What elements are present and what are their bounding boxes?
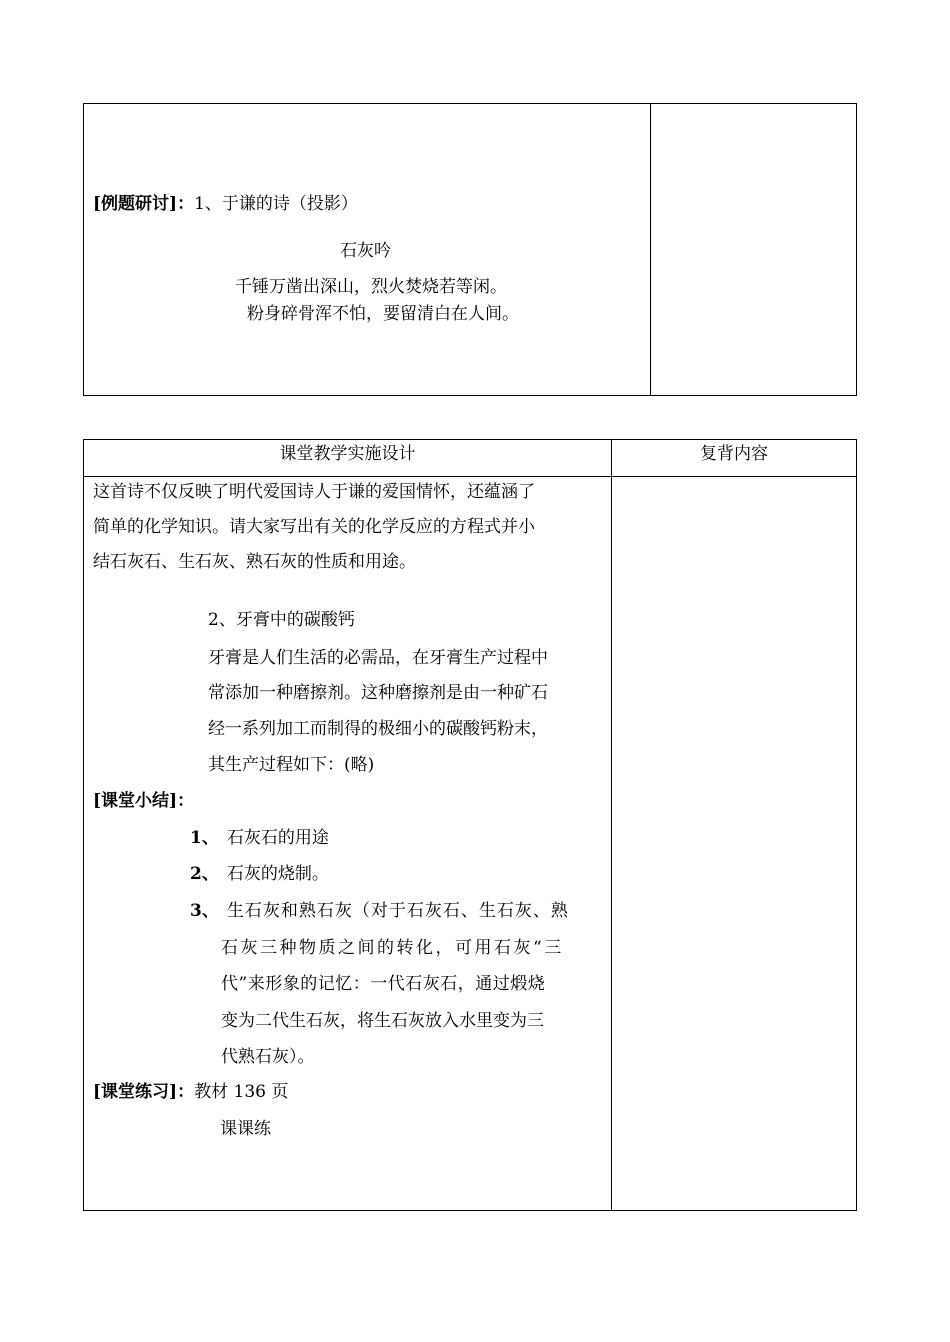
summary-item-3-cont-3: 变为二代生石灰，将生石灰放入水里变为三 <box>221 1011 544 1031</box>
intro-line-2: 简单的化学知识。请大家写出有关的化学反应的方程式并小 <box>93 517 535 537</box>
summary-sep: ： <box>177 791 195 811</box>
item-2-line-4: 其生产过程如下：(略) <box>208 755 375 775</box>
header-right: 复背内容 <box>700 444 768 464</box>
table-1 <box>83 103 857 396</box>
summary-item-3-cont-4: 代熟石灰）。 <box>221 1047 315 1067</box>
summary-item-3-cont-1: 石灰三种物质之间的转化，可用石灰“三 <box>221 938 564 958</box>
table-1-divider <box>650 103 651 396</box>
exercise-sub: 课课练 <box>220 1119 271 1139</box>
item-2-title: 2、牙膏中的碳酸钙 <box>208 610 355 630</box>
example-section <box>93 193 358 215</box>
summary-item-1-num: 1、 <box>190 828 219 848</box>
summary-item-2 <box>190 863 329 885</box>
summary-item-1-text: 石灰石的用途 <box>226 828 329 848</box>
intro-line-1: 这首诗不仅反映了明代爱国诗人于谦的爱国情怀，还蕴涵了 <box>93 482 535 502</box>
summary-item-2-text: 石灰的烧制。 <box>226 864 329 884</box>
header-left: 课堂教学实施设计 <box>279 444 416 464</box>
exercise-section <box>93 1081 288 1103</box>
summary-item-3 <box>190 900 569 922</box>
summary-section <box>93 790 194 812</box>
poem-line-2: 粉身碎骨浑不怕，要留清白在人间。 <box>247 304 519 324</box>
poem-line-1: 千锤万凿出深山，烈火焚烧若等闲。 <box>235 277 507 297</box>
item-2-line-2: 常添加一种磨擦剂。这种磨擦剂是由一种矿石 <box>208 683 548 703</box>
example-text: 1、于谦的诗（投影） <box>194 194 358 214</box>
exercise-text: 教材 136 页 <box>194 1082 289 1102</box>
summary-item-3-text: 生石灰和熟石灰（对于石灰石、生石灰、熟 <box>226 901 569 921</box>
exercise-label: [课堂练习] <box>93 1082 178 1102</box>
summary-item-1 <box>190 827 329 849</box>
summary-item-2-num: 2、 <box>190 864 219 884</box>
intro-line-3: 结石灰石、生石灰、熟石灰的性质和用途。 <box>93 552 416 572</box>
table-2-divider <box>611 439 612 1211</box>
item-2-line-3: 经一系列加工而制得的极细小的碳酸钙粉末， <box>208 719 548 739</box>
summary-label: [课堂小结] <box>93 791 178 811</box>
summary-item-3-num: 3、 <box>190 901 219 921</box>
example-sep: ： <box>177 194 195 214</box>
item-2-line-1: 牙膏是人们生活的必需品，在牙膏生产过程中 <box>208 648 548 668</box>
table-2-header-line <box>83 476 857 477</box>
example-label: [例题研讨] <box>93 194 178 214</box>
poem-title: 石灰吟 <box>340 241 391 261</box>
summary-item-3-cont-2: 代”来形象的记忆：一代石灰石，通过煅烧 <box>221 974 546 994</box>
exercise-sep: ： <box>177 1082 195 1102</box>
